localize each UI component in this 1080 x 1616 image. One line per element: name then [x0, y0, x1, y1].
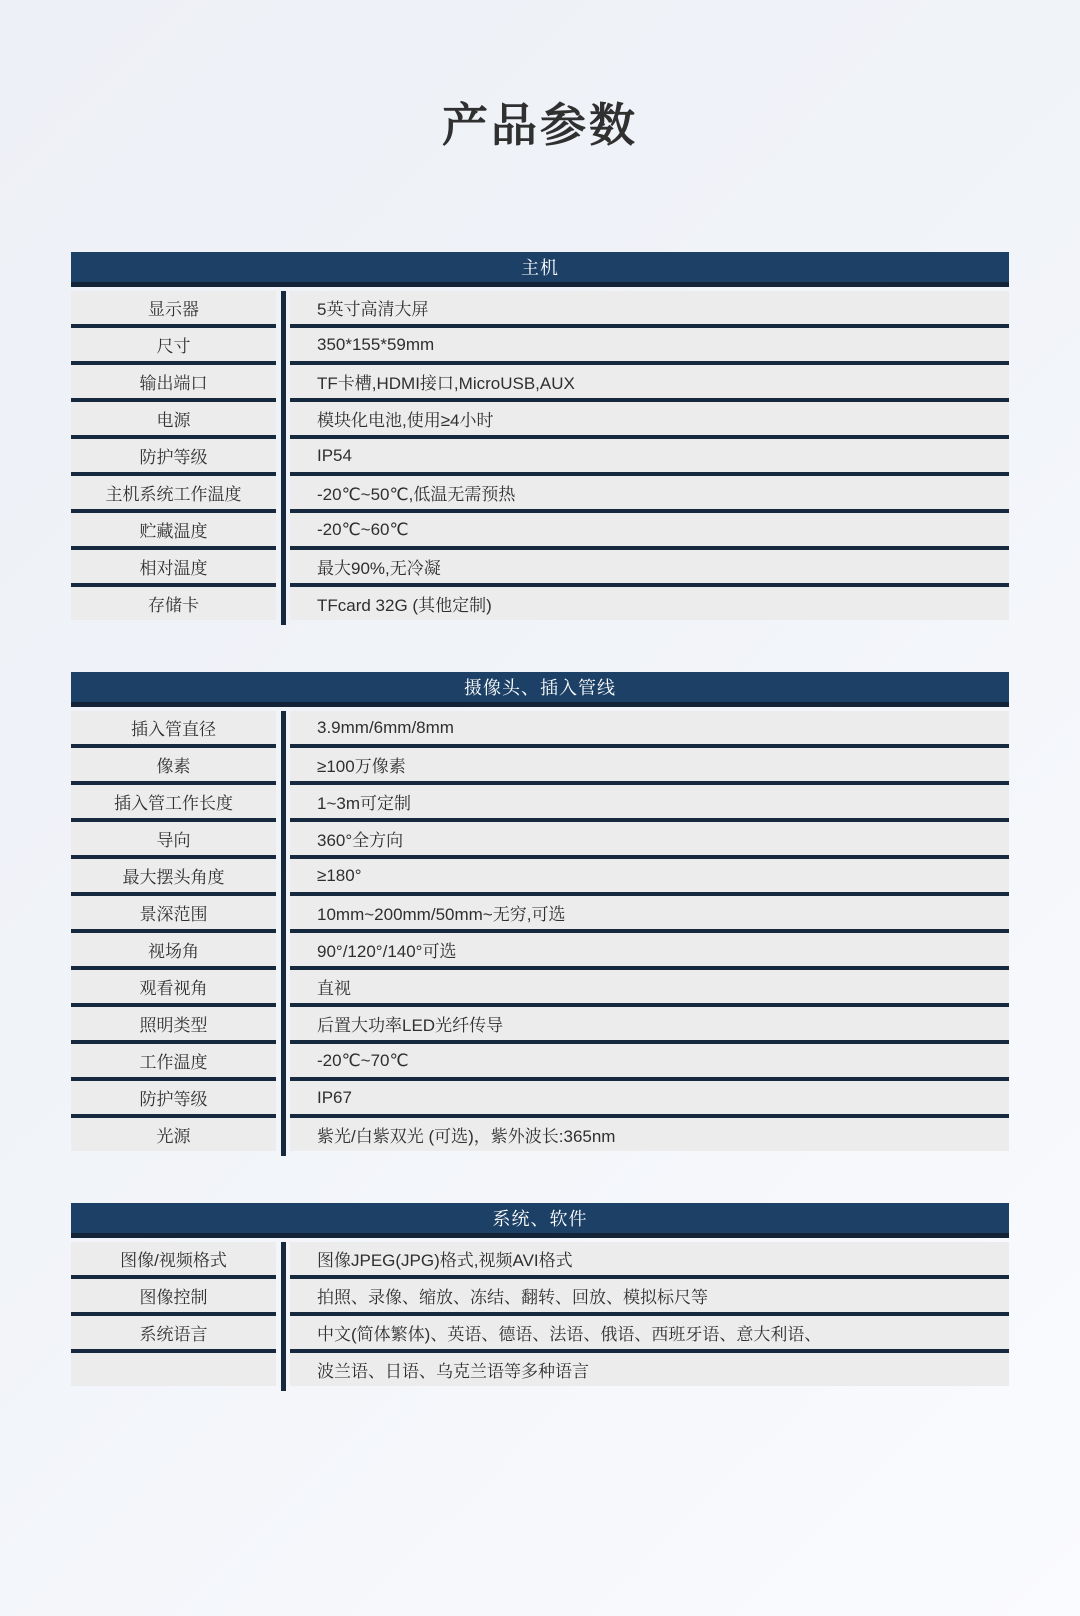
spec-label — [71, 1349, 276, 1386]
spec-value: TF卡槽,HDMI接口,MicroUSB,AUX — [290, 361, 1009, 398]
spec-value: 紫光/白紫双光 (可选)，紫外波长:365nm — [290, 1114, 1009, 1151]
spec-value: ≥180° — [290, 855, 1009, 892]
table-row — [71, 892, 1009, 929]
table-row — [71, 818, 1009, 855]
table-row — [71, 781, 1009, 818]
table-row — [71, 1003, 1009, 1040]
spec-label: 存储卡 — [71, 583, 276, 620]
table-body — [71, 291, 1009, 620]
table-row — [71, 929, 1009, 966]
table-row — [71, 472, 1009, 509]
table-row — [71, 1312, 1009, 1349]
spec-value: 360°全方向 — [290, 818, 1009, 855]
spec-value: 350*155*59mm — [290, 324, 1009, 361]
spec-value: 图像JPEG(JPG)格式,视频AVI格式 — [290, 1242, 1009, 1275]
table-row — [71, 546, 1009, 583]
table-row — [71, 361, 1009, 398]
table-row — [71, 1349, 1009, 1386]
spec-value: -20℃~70℃ — [290, 1040, 1009, 1077]
spec-label: 像素 — [71, 744, 276, 781]
spec-table — [71, 1203, 1009, 1386]
table-row — [71, 583, 1009, 620]
table-row — [71, 1077, 1009, 1114]
spec-value: 波兰语、日语、乌克兰语等多种语言 — [290, 1349, 1009, 1386]
spec-label: 图像控制 — [71, 1275, 276, 1312]
table-row — [71, 324, 1009, 361]
table-row — [71, 855, 1009, 892]
spec-label: 插入管工作长度 — [71, 781, 276, 818]
spec-value: 5英寸高清大屏 — [290, 291, 1009, 324]
spec-value: 模块化电池,使用≥4小时 — [290, 398, 1009, 435]
table-row — [71, 744, 1009, 781]
spec-value: 拍照、录像、缩放、冻结、翻转、回放、模拟标尺等 — [290, 1275, 1009, 1312]
table-row — [71, 1040, 1009, 1077]
spec-label: 贮藏温度 — [71, 509, 276, 546]
spec-value: -20℃~50℃,低温无需预热 — [290, 472, 1009, 509]
table-row — [71, 291, 1009, 324]
table-row — [71, 1275, 1009, 1312]
spec-value: 10mm~200mm/50mm~无穷,可选 — [290, 892, 1009, 929]
column-divider — [281, 291, 286, 625]
spec-value: 3.9mm/6mm/8mm — [290, 711, 1009, 744]
table-row — [71, 1242, 1009, 1275]
table-row — [71, 509, 1009, 546]
spec-value: IP67 — [290, 1077, 1009, 1114]
spec-value: TFcard 32G (其他定制) — [290, 583, 1009, 620]
spec-value: 中文(简体繁体)、英语、德语、法语、俄语、西班牙语、意大利语、 — [290, 1312, 1009, 1349]
table-row — [71, 398, 1009, 435]
spec-value: 90°/120°/140°可选 — [290, 929, 1009, 966]
spec-label: 尺寸 — [71, 324, 276, 361]
column-divider — [281, 711, 286, 1156]
spec-value: -20℃~60℃ — [290, 509, 1009, 546]
spec-value: 直视 — [290, 966, 1009, 1003]
spec-label: 光源 — [71, 1114, 276, 1151]
table-row — [71, 966, 1009, 1003]
spec-label: 插入管直径 — [71, 711, 276, 744]
spec-label: 视场角 — [71, 929, 276, 966]
spec-value: 最大90%,无冷凝 — [290, 546, 1009, 583]
spec-label: 主机系统工作温度 — [71, 472, 276, 509]
spec-tables — [71, 252, 1009, 1386]
spec-label: 输出端口 — [71, 361, 276, 398]
table-body — [71, 1242, 1009, 1386]
spec-value: 1~3m可定制 — [290, 781, 1009, 818]
spec-label: 系统语言 — [71, 1312, 276, 1349]
table-row — [71, 711, 1009, 744]
spec-label: 导向 — [71, 818, 276, 855]
spec-label: 显示器 — [71, 291, 276, 324]
spec-label: 景深范围 — [71, 892, 276, 929]
spec-label: 照明类型 — [71, 1003, 276, 1040]
spec-label: 相对温度 — [71, 546, 276, 583]
column-divider — [281, 1242, 286, 1391]
spec-label: 工作温度 — [71, 1040, 276, 1077]
spec-value: ≥100万像素 — [290, 744, 1009, 781]
spec-value: IP54 — [290, 435, 1009, 472]
table-row — [71, 1114, 1009, 1151]
table-header: 摄像头、插入管线 — [71, 672, 1009, 707]
spec-table — [71, 252, 1009, 620]
table-body — [71, 711, 1009, 1151]
spec-label: 防护等级 — [71, 435, 276, 472]
table-header: 主机 — [71, 252, 1009, 287]
table-header: 系统、软件 — [71, 1203, 1009, 1238]
spec-label: 图像/视频格式 — [71, 1242, 276, 1275]
spec-label: 最大摆头角度 — [71, 855, 276, 892]
page-title: 产品参数 — [442, 99, 638, 151]
spec-table — [71, 672, 1009, 1151]
spec-value: 后置大功率LED光纤传导 — [290, 1003, 1009, 1040]
spec-label: 防护等级 — [71, 1077, 276, 1114]
table-row — [71, 435, 1009, 472]
spec-label: 观看视角 — [71, 966, 276, 1003]
spec-label: 电源 — [71, 398, 276, 435]
